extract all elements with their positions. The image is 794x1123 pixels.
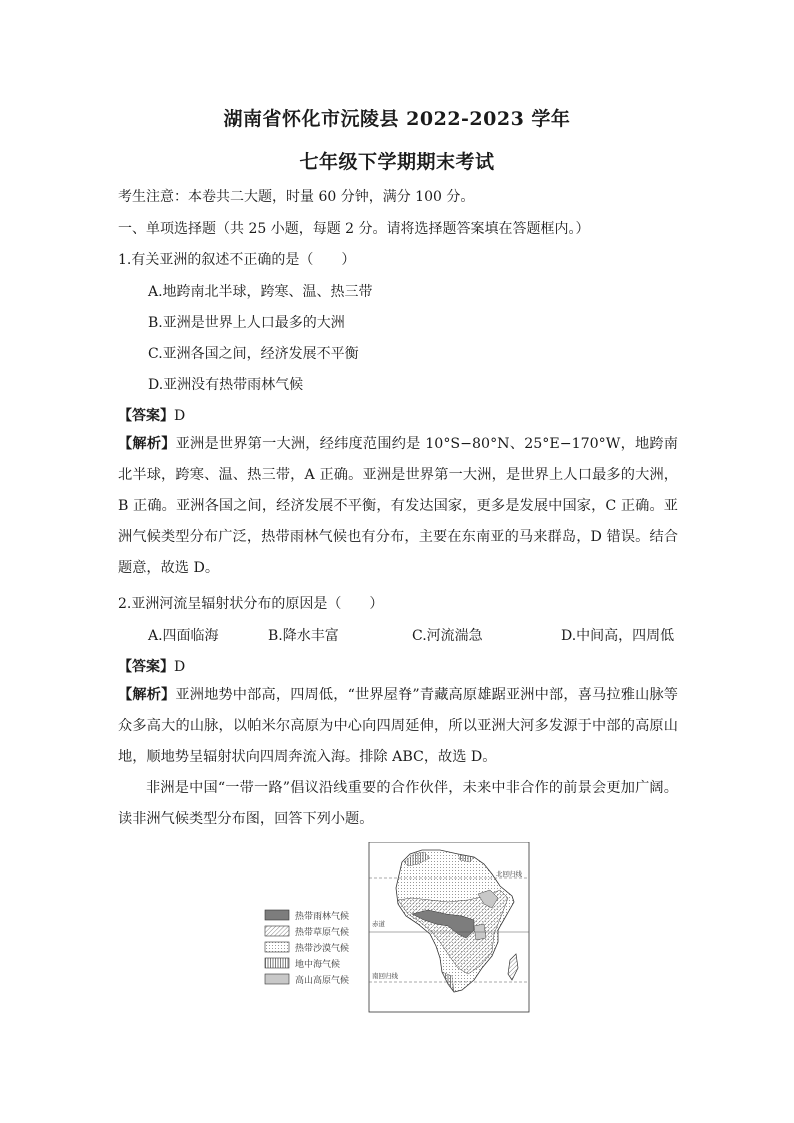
legend-label-savanna: 热带草原气候	[295, 928, 350, 938]
exam-title-line1: 湖南省怀化市沅陵县 2022-2023 学年	[223, 108, 571, 130]
q2-option-a: A.四面临海	[148, 628, 219, 644]
q2-analysis	[118, 680, 678, 773]
q2-answer	[118, 656, 185, 676]
q1-stem: 1.有关亚洲的叙述不正确的是（ ）	[118, 252, 356, 268]
q1-option-a: A.地跨南北半球，跨寒、温、热三带	[148, 284, 373, 300]
q2-analysis-tag: 【解析】	[118, 687, 176, 703]
legend-swatch-savanna	[265, 926, 289, 936]
q2-stem: 2.亚洲河流呈辐射状分布的原因是（ ）	[118, 596, 384, 612]
q1-analysis-text: 亚洲是世界第一大洲，经纬度范围约是 10°S−80°N、25°E−170°W，地跨南北半球，跨寒、温、热三带，A 正确。亚洲是世界第一大洲，是世界上人口最多的大洲，B 正确。亚洲各国之间，经济发展不平衡，有发达国家，更多是发展中国家，C 正确。亚洲气候类型分布广泛，热带雨林气候也有分布，主要在东南亚的马来群岛，D 错误。结合题意，故选 D。	[118, 436, 678, 576]
q2-option-b: B.降水丰富	[268, 628, 339, 644]
africa-climate-map	[262, 842, 532, 1014]
legend-swatch-rainforest	[265, 910, 289, 920]
exam-notice: 考生注意：本卷共二大题，时量 60 分钟，满分 100 分。	[118, 189, 475, 205]
legend-label-rainforest: 热带雨林气候	[295, 912, 350, 922]
legend-label-desert: 热带沙漠气候	[295, 944, 350, 954]
map-legend	[265, 910, 349, 986]
legend-label-highland: 高山高原气候	[295, 976, 350, 986]
legend-swatch-mediterranean	[265, 958, 289, 968]
label-tropic-south: 南回归线	[372, 972, 398, 980]
africa-intro: 非洲是中国“一带一路”倡议沿线重要的合作伙伴，未来中非合作的前景会更加广阔。读非洲气候类型分布图，回答下列小题。	[118, 780, 678, 827]
q2-answer-value: D	[174, 659, 186, 675]
q2-options-row	[0, 625, 794, 645]
q1-option-c: C.亚洲各国之间，经济发展不平衡	[148, 346, 359, 362]
q1-answer-tag: 【答案】	[118, 408, 174, 424]
q1-option-d: D.亚洲没有热带雨林气候	[148, 377, 304, 393]
q1-analysis-tag: 【解析】	[118, 436, 176, 452]
q1-answer	[118, 405, 185, 425]
label-equator: 赤道	[372, 920, 385, 928]
q2-option-d: D.中间高，四周低	[561, 628, 675, 644]
exam-title-line2: 七年级下学期期末考试	[299, 151, 495, 173]
q2-analysis-text: 亚洲地势中部高，四周低，“世界屋脊”青藏高原雄踞亚洲中部，喜马拉雅山脉等众多高大的山脉，以帕米尔高原为中心向四周延伸，所以亚洲大河多发源于中部的高原山地，顺地势呈辐射状向四周奔流入海。排除 ABC，故选 D。	[118, 687, 678, 765]
legend-swatch-highland	[265, 974, 289, 984]
q2-answer-tag: 【答案】	[118, 659, 174, 675]
q1-option-b: B.亚洲是世界上人口最多的大洲	[148, 315, 345, 331]
legend-swatch-desert	[265, 942, 289, 952]
q1-answer-value: D	[174, 408, 186, 424]
section-heading: 一、单项选择题（共 25 小题，每题 2 分。请将选择题答案填在答题框内。）	[118, 221, 590, 237]
legend-label-mediterranean: 地中海气候	[295, 960, 341, 970]
label-tropic-north: 北回归线	[496, 870, 522, 878]
q1-analysis	[118, 429, 678, 584]
q2-option-c: C.河流湍急	[412, 628, 483, 644]
